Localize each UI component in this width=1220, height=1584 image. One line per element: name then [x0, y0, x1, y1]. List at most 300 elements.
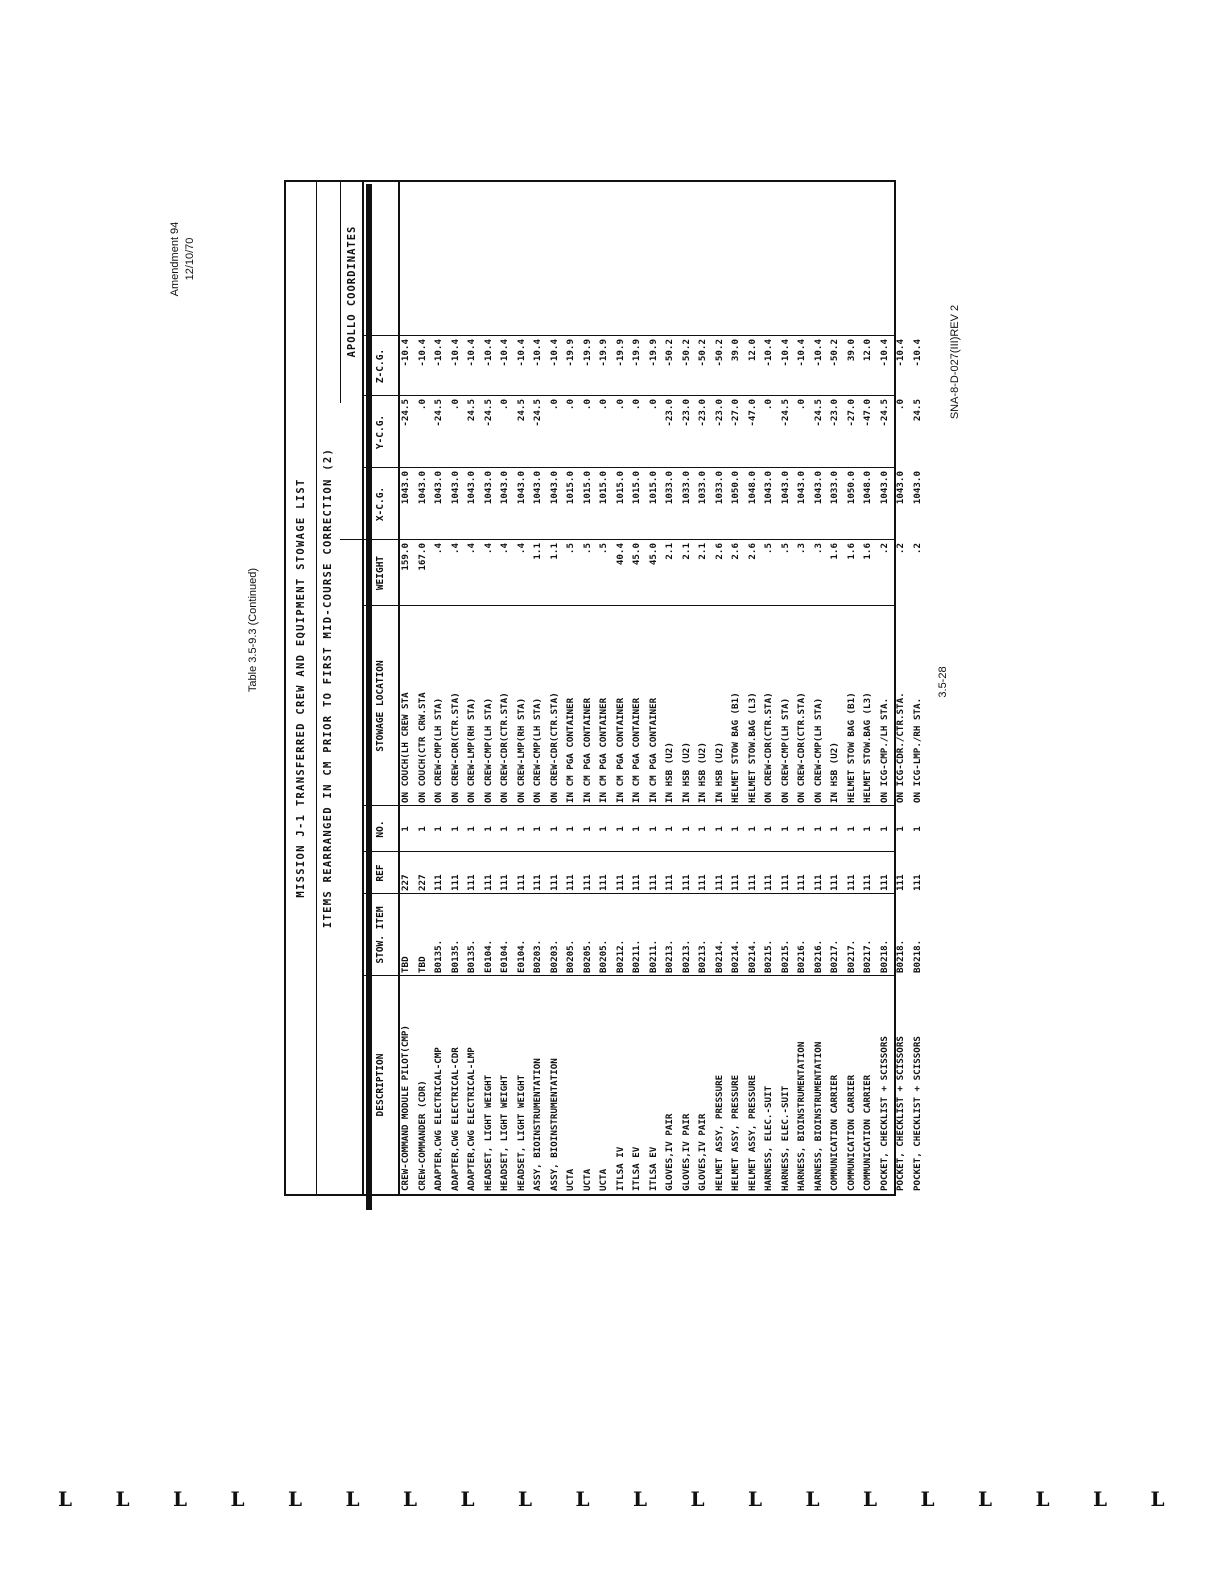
cell-ref: 111 [845, 874, 857, 891]
footer-mark: L [173, 1487, 188, 1511]
cell-no: 1 [845, 826, 857, 832]
cell-z-cg: -10.4 [433, 339, 444, 367]
table-row [596, 182, 613, 1194]
cell-z-cg: -19.9 [614, 339, 626, 367]
cell-no: 1 [548, 826, 560, 832]
table-row [448, 182, 465, 1194]
cell-stow-item: B0203. [532, 939, 543, 973]
cell-stow-item: B0217. [829, 939, 840, 973]
footer-mark: L [575, 1487, 590, 1511]
cell-y-cg: -23.0 [713, 399, 725, 427]
cell-stowage-location: IN CM PGA CONTAINER [565, 697, 576, 803]
cell-stow-item: B0213. [680, 939, 692, 973]
cell-stowage-location: ON ICG-LMP./RH STA. [911, 697, 923, 803]
cell-ref: 227 [416, 874, 428, 891]
cell-weight: .5 [779, 543, 791, 555]
cell-x-cg: 1043.0 [812, 471, 824, 505]
cell-description: HARNESS, ELEC.-SUIT [779, 1085, 791, 1191]
cell-stow-item: TBD [416, 956, 428, 973]
cell-ref: 111 [466, 874, 477, 891]
cell-ref: 111 [433, 874, 444, 891]
footer-mark: L [230, 1487, 245, 1511]
cell-stow-item: B0205. [598, 939, 609, 973]
cell-y-cg: .0 [449, 399, 461, 411]
cell-stowage-location: ON CREW-CDR(CTR.STA) [763, 692, 774, 803]
footer-mark: L [403, 1487, 418, 1511]
cell-stowage-location: ON CREW-CMP(LH STA) [532, 697, 543, 803]
cell-weight: .4 [466, 543, 477, 555]
cell-x-cg: 1050.0 [845, 471, 857, 505]
cell-description: POCKET, CHECKLIST + SCISSORS [911, 1036, 923, 1191]
cell-stow-item: TBD [400, 956, 411, 973]
cell-description: HEADSET, LIGHT WEIGHT [482, 1074, 494, 1191]
cell-ref: 111 [482, 874, 494, 891]
cell-weight: .4 [482, 543, 494, 555]
cell-stowage-location: HELMET STOW.BAG (L3) [862, 692, 873, 803]
cell-no: 1 [779, 826, 791, 832]
cell-z-cg: -10.4 [482, 339, 494, 367]
footer-mark: L [345, 1487, 360, 1511]
cell-stow-item: E0104. [499, 939, 510, 973]
cell-description: COMMUNICATION CARRIER [829, 1074, 840, 1191]
cell-no: 1 [895, 826, 906, 832]
cell-stowage-location: ON ICG-CDR./CTR.STA. [895, 692, 906, 803]
cell-no: 1 [812, 826, 824, 832]
cell-weight: 1.1 [532, 543, 543, 560]
cell-x-cg: 1015.0 [631, 471, 642, 505]
cell-no: 1 [433, 826, 444, 832]
cell-ref: 111 [449, 874, 461, 891]
cell-ref: 111 [548, 874, 560, 891]
footer-mark: L [920, 1487, 935, 1511]
cell-y-cg: .0 [548, 399, 560, 411]
cell-y-cg: .0 [763, 399, 774, 411]
footer-mark: L [1093, 1487, 1108, 1511]
cell-no: 1 [532, 826, 543, 832]
cell-x-cg: 1043.0 [433, 471, 444, 505]
table-subtitle: ITEMS REARRANGED IN CM PRIOR TO FIRST MID-COURSE CORRECTION (2) [322, 447, 334, 929]
cell-x-cg: 1043.0 [779, 471, 791, 505]
footer-mark: L [1150, 1487, 1165, 1511]
cell-z-cg: -50.2 [829, 339, 840, 367]
cell-stow-item: B0205. [565, 939, 576, 973]
cell-stowage-location: HELMET STOW BAG (B1) [730, 692, 741, 803]
cell-description: ITLSA EV [647, 1146, 659, 1191]
cell-description: HEADSET, LIGHT WEIGHT [499, 1074, 510, 1191]
cell-x-cg: 1033.0 [713, 471, 725, 505]
cell-description: HARNESS, BIOINSTRUMENTATION [812, 1041, 824, 1191]
cell-ref: 111 [680, 874, 692, 891]
cell-x-cg: 1043.0 [499, 471, 510, 505]
cell-ref: 111 [532, 874, 543, 891]
cell-z-cg: -50.2 [697, 339, 708, 367]
cell-ref: 111 [862, 874, 873, 891]
cell-description: GLOVES,IV PAIR [697, 1113, 708, 1191]
cell-stow-item: B0211. [647, 939, 659, 973]
cell-no: 1 [581, 826, 593, 832]
cell-description: HARNESS, BIOINSTRUMENTATION [796, 1041, 807, 1191]
cell-z-cg: -19.9 [581, 339, 593, 367]
cell-weight: 45.0 [631, 543, 642, 566]
table-row [860, 182, 877, 1194]
cell-description: GLOVES,IV PAIR [664, 1113, 675, 1191]
table-row [728, 182, 745, 1194]
cell-y-cg: .0 [598, 399, 609, 411]
cell-y-cg: -24.5 [400, 399, 411, 427]
cell-description: HELMET ASSY, PRESSURE [730, 1074, 741, 1191]
cell-description: ADAPTER,CWG ELECTRICAL-CDR [449, 1047, 461, 1191]
cell-stow-item: B0135. [433, 939, 444, 973]
cell-y-cg: .0 [631, 399, 642, 411]
cell-y-cg: .0 [416, 399, 428, 411]
table-row [431, 182, 448, 1194]
footer-mark: L [748, 1487, 763, 1511]
cell-x-cg: 1043.0 [515, 471, 527, 505]
cell-stowage-location: IN CM PGA CONTAINER [581, 697, 593, 803]
table-row [794, 182, 811, 1194]
cell-weight: .2 [911, 543, 923, 555]
cell-z-cg: -10.4 [416, 339, 428, 367]
cell-stow-item: B0214. [730, 939, 741, 973]
cell-weight: 2.6 [746, 543, 758, 560]
cell-weight: 40.4 [614, 543, 626, 566]
cell-stowage-location: ON CREW-LMP(RH STA) [515, 697, 527, 803]
table-row [530, 182, 547, 1194]
cell-weight: 2.6 [713, 543, 725, 560]
cell-y-cg: -24.5 [812, 399, 824, 427]
cell-stowage-location: IN HSB (U2) [680, 742, 692, 803]
table-row [712, 182, 729, 1194]
cell-y-cg: .0 [581, 399, 593, 411]
footer-mark: L [518, 1487, 533, 1511]
cell-stow-item: B0218. [878, 939, 890, 973]
footer-marks [58, 1487, 1165, 1511]
cell-description: ASSY, BIOINSTRUMENTATION [532, 1058, 543, 1191]
table-caption: Table 3.5-9.3 (Continued) [247, 567, 259, 693]
cell-y-cg: -27.0 [730, 399, 741, 427]
cell-ref: 111 [664, 874, 675, 891]
cell-stowage-location: ON ICG-CMP./LH STA. [878, 697, 890, 803]
col-ref: REF [375, 864, 386, 882]
cell-z-cg: -10.4 [878, 339, 890, 367]
cell-z-cg: -19.9 [631, 339, 642, 367]
cell-weight: .4 [433, 543, 444, 555]
cell-y-cg: 24.5 [911, 399, 923, 422]
cell-no: 1 [449, 826, 461, 832]
cell-no: 1 [515, 826, 527, 832]
cell-stow-item: B0214. [713, 939, 725, 973]
cell-stowage-location: IN CM PGA CONTAINER [631, 697, 642, 803]
table-row [811, 182, 828, 1194]
cell-stow-item: B0217. [862, 939, 873, 973]
cell-x-cg: 1043.0 [878, 471, 890, 505]
cell-z-cg: 39.0 [845, 339, 857, 362]
cell-stow-item: B0216. [796, 939, 807, 973]
cell-x-cg: 1033.0 [697, 471, 708, 505]
cell-y-cg: 24.5 [515, 399, 527, 422]
cell-x-cg: 1015.0 [581, 471, 593, 505]
cell-no: 1 [730, 826, 741, 832]
cell-stowage-location: ON CREW-CMP(LH STA) [433, 697, 444, 803]
cell-no: 1 [416, 826, 428, 832]
col-stowage-location: STOWAGE LOCATION [375, 660, 386, 752]
cell-description: ADAPTER,CWG ELECTRICAL-CMP [433, 1047, 444, 1191]
cell-stowage-location: ON CREW-CDR(CTR.STA) [499, 692, 510, 803]
cell-weight: 167.0 [416, 543, 428, 571]
table-row [563, 182, 580, 1194]
cell-z-cg: -10.4 [466, 339, 477, 367]
cell-description: UCTA [565, 1168, 576, 1191]
cell-z-cg: -50.2 [680, 339, 692, 367]
cell-y-cg: -23.0 [664, 399, 675, 427]
col-weight: WEIGHT [375, 555, 386, 591]
col-description: DESCRIPTION [375, 1053, 386, 1117]
cell-stowage-location: HELMET STOW.BAG (L3) [746, 692, 758, 803]
cell-stow-item: B0218. [911, 939, 923, 973]
table-rows [398, 182, 926, 1194]
cell-z-cg: -19.9 [565, 339, 576, 367]
cell-x-cg: 1043.0 [482, 471, 494, 505]
table-row [877, 182, 894, 1194]
cell-description: HELMET ASSY, PRESSURE [713, 1074, 725, 1191]
footer-mark: L [805, 1487, 820, 1511]
cell-y-cg: -23.0 [829, 399, 840, 427]
cell-stow-item: B0135. [449, 939, 461, 973]
cell-weight: .2 [878, 543, 890, 555]
cell-z-cg: -19.9 [598, 339, 609, 367]
cell-x-cg: 1048.0 [862, 471, 873, 505]
cell-no: 1 [763, 826, 774, 832]
cell-stowage-location: IN HSB (U2) [829, 742, 840, 803]
cell-stowage-location: ON CREW-CMP(LH STA) [812, 697, 824, 803]
cell-z-cg: -10.4 [499, 339, 510, 367]
cell-stowage-location: ON CREW-CMP(LH STA) [779, 697, 791, 803]
cell-ref: 111 [763, 874, 774, 891]
cell-description: ITLSA IV [614, 1146, 626, 1191]
cell-no: 1 [878, 826, 890, 832]
cell-z-cg: -10.4 [763, 339, 774, 367]
table-row [415, 182, 432, 1194]
table-row [547, 182, 564, 1194]
cell-x-cg: 1043.0 [400, 471, 411, 505]
col-stow-item: STOW. ITEM [375, 906, 386, 964]
cell-weight: 1.6 [845, 543, 857, 560]
cell-description: ITLSA EV [631, 1146, 642, 1191]
table-row [662, 182, 679, 1194]
cell-z-cg: -10.4 [449, 339, 461, 367]
col-z-cg: Z-C.G. [375, 348, 386, 384]
cell-x-cg: 1043.0 [911, 471, 923, 505]
stowage-table [284, 180, 923, 1196]
cell-ref: 111 [895, 874, 906, 891]
cell-stow-item: B0205. [581, 939, 593, 973]
cell-ref: 111 [812, 874, 824, 891]
cell-stowage-location: IN HSB (U2) [697, 742, 708, 803]
footer-mark: L [690, 1487, 705, 1511]
cell-z-cg: 39.0 [730, 339, 741, 362]
cell-description: POCKET, CHECKLIST + SCISSORS [895, 1036, 906, 1191]
cell-stowage-location: IN HSB (U2) [664, 742, 675, 803]
cell-z-cg: -10.4 [515, 339, 527, 367]
cell-ref: 111 [598, 874, 609, 891]
cell-z-cg: -10.4 [895, 339, 906, 367]
cell-weight: 1.6 [862, 543, 873, 560]
table-row [629, 182, 646, 1194]
cell-y-cg: .0 [796, 399, 807, 411]
cell-x-cg: 1033.0 [680, 471, 692, 505]
cell-y-cg: -24.5 [532, 399, 543, 427]
cell-no: 1 [829, 826, 840, 832]
table-row [778, 182, 795, 1194]
cell-z-cg: -10.4 [796, 339, 807, 367]
cell-no: 1 [680, 826, 692, 832]
cell-x-cg: 1043.0 [763, 471, 774, 505]
cell-no: 1 [565, 826, 576, 832]
cell-no: 1 [631, 826, 642, 832]
cell-stowage-location: IN CM PGA CONTAINER [614, 697, 626, 803]
footer-mark: L [288, 1487, 303, 1511]
cell-weight: 2.1 [680, 543, 692, 560]
cell-weight: .4 [515, 543, 527, 555]
cell-y-cg: .0 [647, 399, 659, 411]
cell-ref: 111 [631, 874, 642, 891]
cell-ref: 111 [713, 874, 725, 891]
cell-z-cg: -10.4 [548, 339, 560, 367]
cell-ref: 111 [911, 874, 923, 891]
cell-y-cg: .0 [614, 399, 626, 411]
cell-ref: 111 [779, 874, 791, 891]
cell-no: 1 [614, 826, 626, 832]
cell-stowage-location: ON CREW-LMP(RH STA) [466, 697, 477, 803]
col-x-cg: X-C.G. [375, 486, 386, 522]
cell-stow-item: B0215. [763, 939, 774, 973]
footer-mark: L [460, 1487, 475, 1511]
cell-stow-item: B0213. [697, 939, 708, 973]
table-row [893, 182, 910, 1194]
table-row [514, 182, 531, 1194]
cell-y-cg: .0 [565, 399, 576, 411]
cell-z-cg: -50.2 [713, 339, 725, 367]
cell-stow-item: B0215. [779, 939, 791, 973]
cell-x-cg: 1015.0 [598, 471, 609, 505]
cell-x-cg: 1043.0 [416, 471, 428, 505]
cell-stow-item: B0135. [466, 939, 477, 973]
cell-weight: 1.1 [548, 543, 560, 560]
cell-stow-item: B0213. [664, 939, 675, 973]
cell-z-cg: -10.4 [812, 339, 824, 367]
table-row [827, 182, 844, 1194]
footer-mark: L [58, 1487, 73, 1511]
cell-no: 1 [713, 826, 725, 832]
cell-stowage-location: ON CREW-CDR(CTR.STA) [548, 692, 560, 803]
cell-x-cg: 1015.0 [614, 471, 626, 505]
cell-description: HARNESS, ELEC.-SUIT [763, 1085, 774, 1191]
cell-stow-item: B0212. [614, 939, 626, 973]
table-row [497, 182, 514, 1194]
footer-mark: L [978, 1487, 993, 1511]
cell-stowage-location: ON CREW-CDR(CTR.STA) [796, 692, 807, 803]
cell-y-cg: -24.5 [779, 399, 791, 427]
cell-stow-item: E0104. [482, 939, 494, 973]
cell-x-cg: 1033.0 [664, 471, 675, 505]
cell-weight: 2.6 [730, 543, 741, 560]
cell-description: CREW-COMMANDER (CDR) [416, 1080, 428, 1191]
footer-mark: L [115, 1487, 130, 1511]
cell-x-cg: 1048.0 [746, 471, 758, 505]
cell-no: 1 [862, 826, 873, 832]
cell-description: POCKET, CHECKLIST + SCISSORS [878, 1036, 890, 1191]
cell-no: 1 [482, 826, 494, 832]
cell-weight: .4 [499, 543, 510, 555]
cell-no: 1 [598, 826, 609, 832]
table-title: MISSION J-1 TRANSFERRED CREW AND EQUIPMENT STOWAGE LIST [286, 182, 317, 1194]
table-row [646, 182, 663, 1194]
cell-stow-item: B0216. [812, 939, 824, 973]
cell-stow-item: E0104. [515, 939, 527, 973]
cell-z-cg: -10.4 [911, 339, 923, 367]
cell-y-cg: -24.5 [482, 399, 494, 427]
footer-mark: L [863, 1487, 878, 1511]
cell-description: HELMET ASSY, PRESSURE [746, 1074, 758, 1191]
cell-x-cg: 1043.0 [548, 471, 560, 505]
cell-no: 1 [911, 826, 923, 832]
cell-weight: .4 [449, 543, 461, 555]
cell-no: 1 [400, 826, 411, 832]
cell-stowage-location: ON COUCH(CTR CRW.STA [416, 692, 428, 803]
cell-weight: 2.1 [664, 543, 675, 560]
column-header-row [362, 182, 400, 1194]
cell-no: 1 [697, 826, 708, 832]
cell-no: 1 [746, 826, 758, 832]
table-row [613, 182, 630, 1194]
cell-z-cg: -10.4 [779, 339, 791, 367]
cell-stowage-location: IN CM PGA CONTAINER [647, 697, 659, 803]
cell-z-cg: -19.9 [647, 339, 659, 367]
document-id: SNA-8-D-027(III)REV 2 [949, 304, 961, 420]
cell-no: 1 [796, 826, 807, 832]
cell-z-cg: 12.0 [862, 339, 873, 362]
cell-stow-item: B0203. [548, 939, 560, 973]
cell-description: ASSY, BIOINSTRUMENTATION [548, 1058, 560, 1191]
cell-x-cg: 1043.0 [895, 471, 906, 505]
cell-no: 1 [466, 826, 477, 832]
cell-z-cg: -10.4 [532, 339, 543, 367]
col-y-cg: Y-C.G. [375, 414, 386, 450]
table-row [580, 182, 597, 1194]
cell-z-cg: -50.2 [664, 339, 675, 367]
table-row [398, 182, 415, 1194]
cell-z-cg: 12.0 [746, 339, 758, 362]
cell-stowage-location: IN CM PGA CONTAINER [598, 697, 609, 803]
amendment-date: 12/10/70 [184, 237, 196, 281]
cell-description: CREW-COMMAND MODULE PILOT(CMP) [400, 1025, 411, 1191]
col-no: NO. [375, 820, 386, 838]
apollo-coordinates-header: APOLLO COORDINATES [340, 180, 363, 403]
cell-ref: 111 [730, 874, 741, 891]
cell-ref: 111 [746, 874, 758, 891]
cell-y-cg: 24.5 [466, 399, 477, 422]
cell-stowage-location: IN HSB (U2) [713, 742, 725, 803]
cell-description: HEADSET, LIGHT WEIGHT [515, 1074, 527, 1191]
cell-ref: 111 [515, 874, 527, 891]
cell-description: GLOVES,IV PAIR [680, 1113, 692, 1191]
cell-weight: .2 [895, 543, 906, 555]
cell-description: COMMUNICATION CARRIER [845, 1074, 857, 1191]
cell-x-cg: 1043.0 [466, 471, 477, 505]
cell-z-cg: -10.4 [400, 339, 411, 367]
cell-y-cg: .0 [895, 399, 906, 411]
cell-y-cg: -23.0 [680, 399, 692, 427]
